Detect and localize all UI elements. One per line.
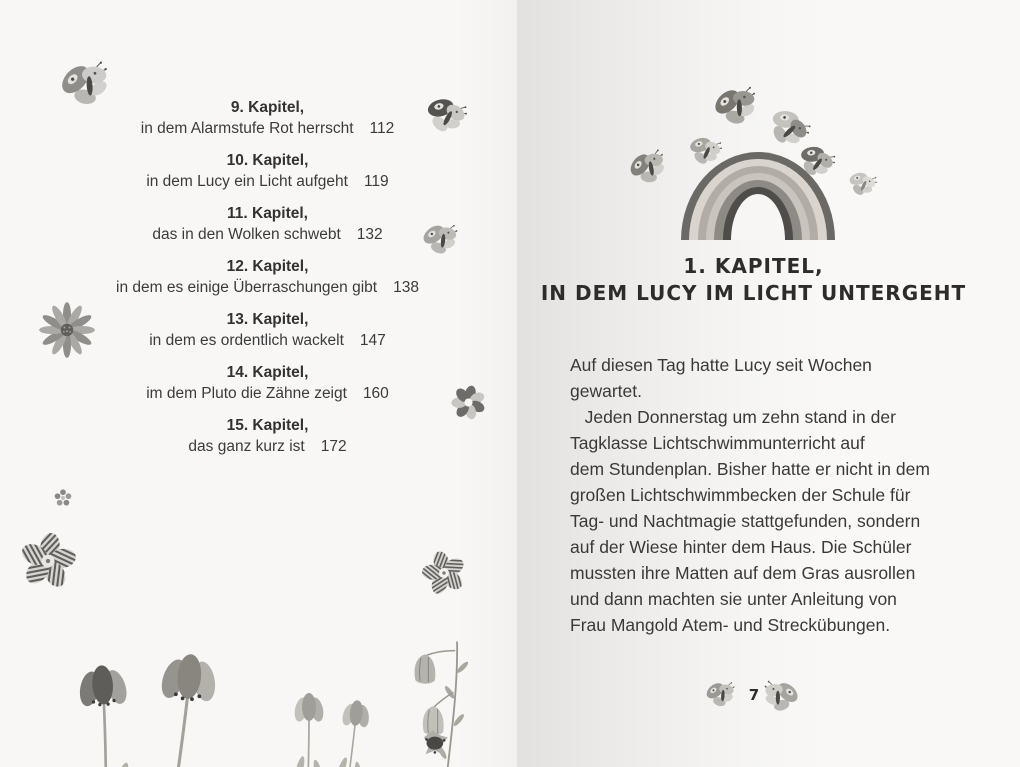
toc-chapter-number: 13. Kapitel, xyxy=(226,311,309,328)
butterfly-icon xyxy=(700,673,744,717)
chapter-heading-line2: IN DEM LUCY IM LICHT UNTERGEHT xyxy=(540,281,967,305)
toc-chapter-title-text: in dem es einige Überraschungen gibt xyxy=(116,279,378,296)
toc-page-number: 112 xyxy=(369,120,395,137)
dot-sprig-icon xyxy=(50,485,76,511)
toc-page-number: 172 xyxy=(320,438,347,455)
toc-entry xyxy=(30,309,505,351)
toc-chapter-title xyxy=(30,224,505,245)
toc-chapter-title-text: in dem es ordentlich wackelt xyxy=(149,332,344,349)
striped-flower-icon xyxy=(12,525,84,597)
toc-chapter-number: 12. Kapitel, xyxy=(226,258,309,275)
butterfly-icon xyxy=(682,128,731,177)
body-text-line: Jeden Donnerstag um zehn stand in der xyxy=(570,407,896,427)
toc-chapter-number: 14. Kapitel, xyxy=(226,364,309,381)
toc-chapter-number: 11. Kapitel, xyxy=(227,205,308,222)
body-text-line: Tag- und Nachtmagie stattgefunden, sondern xyxy=(570,511,921,531)
small-tulip-icon xyxy=(329,698,378,767)
toc-chapter-title xyxy=(30,277,505,298)
toc-entry xyxy=(30,415,505,457)
chapter-heading-line1: 1. KAPITEL, xyxy=(683,254,824,278)
bellflower-icon xyxy=(396,640,470,767)
toc-chapter-title xyxy=(30,436,505,457)
body-text-line: großen Lichtschwimmbecken der Schule für xyxy=(570,485,911,505)
body-text-line: Tagklasse Lichtschwimmunterricht auf xyxy=(570,433,865,453)
toc-entry xyxy=(30,256,505,298)
table-of-contents xyxy=(30,97,505,468)
toc-entry xyxy=(30,362,505,404)
chapter-heading xyxy=(517,253,990,307)
toc-chapter-title-text: das in den Wolken schwebt xyxy=(152,226,341,243)
toc-page-number: 138 xyxy=(393,279,419,296)
tulip-flower-icon xyxy=(70,658,144,767)
toc-chapter-number: 15. Kapitel, xyxy=(226,417,309,434)
toc-page-number: 147 xyxy=(359,332,386,349)
butterfly-icon xyxy=(842,164,885,207)
toc-page-number: 160 xyxy=(362,385,389,402)
toc-chapter-title xyxy=(30,171,505,192)
body-text-line: mussten ihre Matten auf dem Gras ausrollen xyxy=(570,563,916,583)
page-number: 7 xyxy=(748,686,760,704)
toc-chapter-number: 9. Kapitel, xyxy=(230,99,305,116)
body-text-line: gewartet. xyxy=(570,381,642,401)
toc-entry xyxy=(30,97,505,139)
toc-chapter-title xyxy=(30,383,505,404)
toc-chapter-title-text: im dem Pluto die Zähne zeigt xyxy=(146,385,347,402)
toc-chapter-title-text: das ganz kurz ist xyxy=(188,438,305,455)
body-text-line: dem Stundenplan. Bisher hatte er nicht in dem xyxy=(570,459,930,479)
toc-entry xyxy=(30,150,505,192)
toc-page-number: 132 xyxy=(356,226,383,243)
toc-chapter-title-text: in dem Lucy ein Licht aufgeht xyxy=(146,173,348,190)
toc-chapter-title-text: in dem Alarmstufe Rot herrscht xyxy=(140,120,354,137)
small-tulip-icon xyxy=(287,693,331,767)
toc-chapter-title xyxy=(30,118,505,139)
body-text-line: und dann machten sie unter Anleitung von xyxy=(570,589,897,609)
toc-entry xyxy=(30,203,505,245)
body-text-line: auf der Wiese hinter dem Haus. Die Schüler xyxy=(570,537,912,557)
body-text-line: Frau Mangold Atem- und Streckübungen. xyxy=(570,615,891,635)
toc-chapter-number: 10. Kapitel, xyxy=(226,152,309,169)
toc-chapter-title xyxy=(30,330,505,351)
body-text-line: Auf diesen Tag hatte Lucy seit Wochen xyxy=(570,355,872,375)
chapter-body xyxy=(570,352,955,638)
toc-page-number: 119 xyxy=(363,173,389,190)
